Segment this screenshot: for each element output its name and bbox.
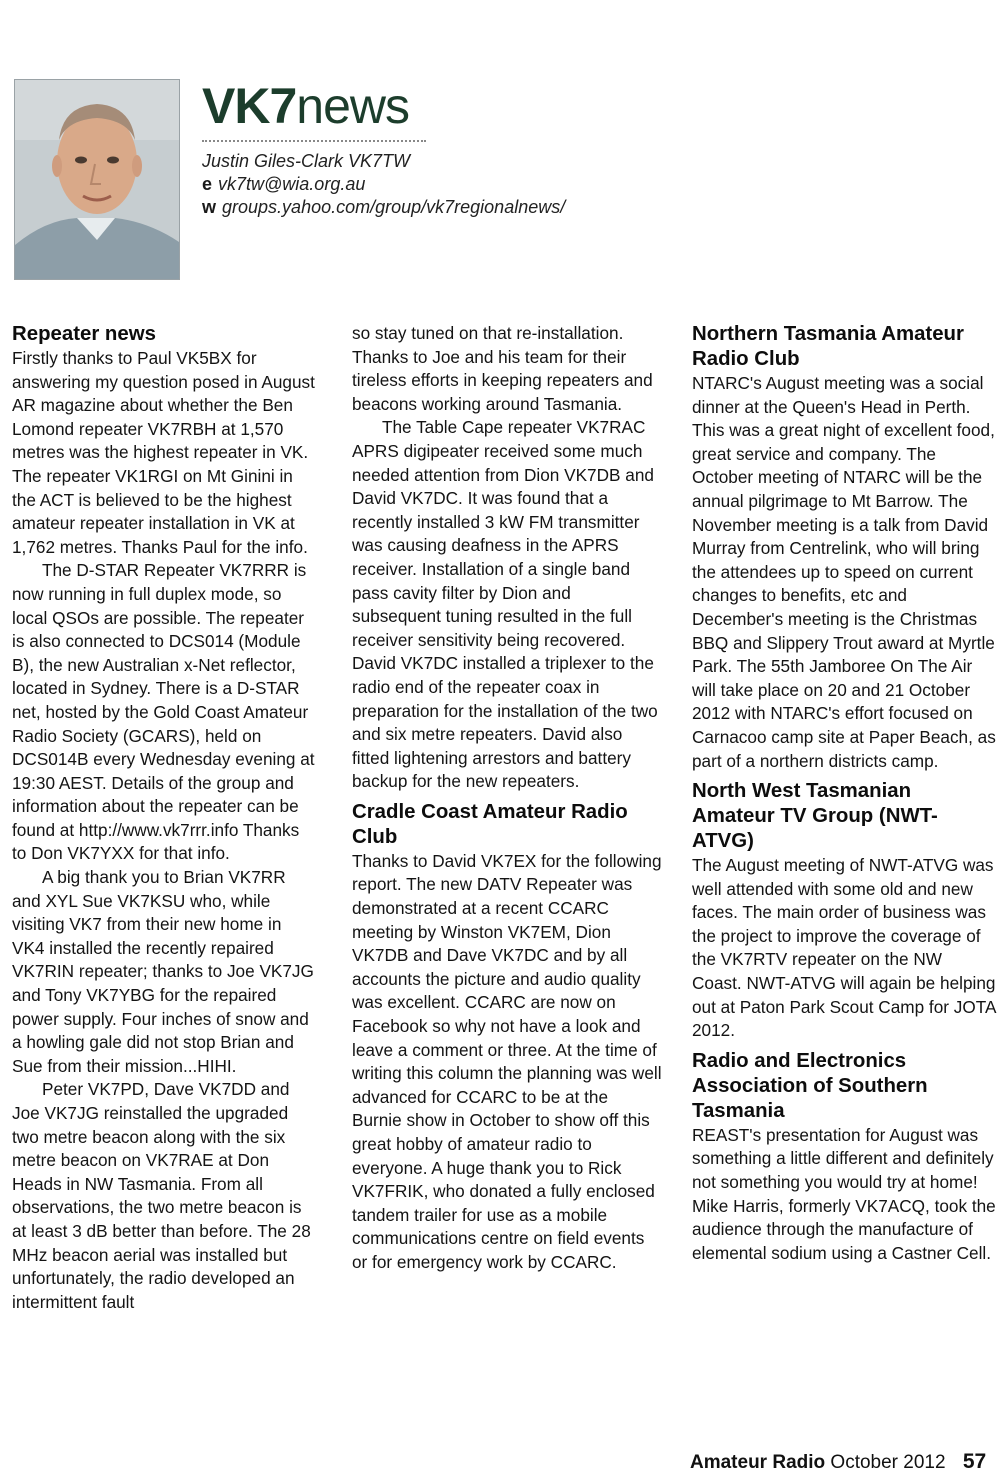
- paragraph: REAST's presentation for August was something a little different and definitely not something you would try at home! Mike Harris, formerly VK7ACQ, took the audience through the manufacture of elemental sodium using a Castner Cell.: [692, 1124, 996, 1263]
- paragraph: The D-STAR Repeater VK7RRR is now running in full duplex mode, so local QSOs are possible. The repeater is also connected to DCS014 (Module B), the new Australian x-Net reflector, located in Sydney. There is a D-STAR net, hosted by the Gold Coast Amateur Radio Society (GCARS), held on DCS014B every Wednesday evening at 19:30 AEST. Details of the group and information about the repeater can be found at http://www.vk7rrr.info Thanks to Don VK7YXX for that info.: [12, 560, 315, 864]
- email-address[interactable]: vk7tw@wia.org.au: [218, 174, 366, 194]
- web-line: [202, 196, 632, 219]
- paragraph: so stay tuned on that re-installation. Thanks to Joe and his team for their tireless efforts in keeping repeaters and beacons working around Tasmania.: [352, 323, 653, 414]
- paragraph: A big thank you to Brian VK7RR and XYL Sue VK7KSU who, while visiting VK7 from their new home in VK4 installed the recently repaired VK7RIN repeater; thanks to Joe VK7JG and Tony VK7YBG for the repaired power supply. Four inches of snow and a howling gale did not stop Brian and Sue from their mission...HIHI.: [12, 867, 314, 1076]
- column-title: [202, 78, 632, 134]
- paragraph: Firstly thanks to Paul VK5BX for answering my question posed in August AR magazine about whether the Ben Lomond repeater VK7RBH at 1,570 metres was the highest repeater in VK. The repeater VK1RGI on Mt Ginini in the ACT is believed to be the highest amateur repeater installation in VK at 1,762 metres. Thanks Paul for the info.: [12, 348, 315, 557]
- column-masthead: [202, 78, 632, 219]
- paragraph: Thanks to David VK7EX for the following report. The new DATV Repeater was demonstrated at a recent CCARC meeting by Winston VK7EM, Dion VK7DB and Dave VK7DC and by all accounts the picture and audio quality was excellent. CCARC are now on Facebook so why not have a look and leave a comment or three. At the time of writing this column the planning was well advanced for CCARC to be at the Burnie show in October to show off this great hobby of amateur radio to everyone. A huge thank you to Rick VK7FRIK, who donated a fully enclosed tandem trailer for use as a mobile communications centre on field events or for emergency work by CCARC.: [352, 850, 662, 1272]
- section-heading-reast: Radio and Electronics Association of Southern Tasmania: [692, 1049, 928, 1122]
- column-title-bold: VK7: [202, 78, 297, 134]
- paragraph: The August meeting of NWT-ATVG was well attended with some old and new faces. The main order of business was the project to improve the coverage of the VK7RTV repeater on the NW Coast. NWT-ATVG will again be helping out at Paton Park Scout Camp for JOTA 2012.: [692, 855, 996, 1041]
- author-portrait-image: [15, 80, 179, 279]
- column-title-rest: news: [296, 78, 409, 134]
- page-footer: [690, 1450, 990, 1475]
- email-label: e: [202, 174, 213, 194]
- article-column-3: [692, 322, 996, 1265]
- article-column-2: [352, 322, 662, 1275]
- page-number: 57: [962, 1450, 987, 1473]
- issue-date: October 2012: [830, 1452, 946, 1473]
- author-name: Justin Giles-Clark VK7TW: [202, 151, 411, 171]
- publication-name: Amateur Radio: [690, 1452, 826, 1473]
- author-photo: [14, 79, 180, 280]
- section-heading-repeater-news: Repeater news: [12, 323, 156, 345]
- section-heading-ntarc: Northern Tasmania Amateur Radio Club: [692, 323, 964, 370]
- web-label: w: [202, 197, 217, 217]
- section-heading-nwt-atvg: North West Tasmanian Amateur TV Group (NWT-ATVG): [692, 780, 938, 853]
- section-heading-cradle-coast: Cradle Coast Amateur Radio Club: [352, 800, 628, 848]
- byline: [202, 150, 632, 219]
- paragraph: NTARC's August meeting was a social dinner at the Queen's Head in Perth. This was a great night of excellent food, great service and company. The October meeting of NTARC will be the annual pilgrimage to Mt Barrow. The November meeting is a talk from David Murray from Centrelink, who will bring the attendees up to speed on current changes to benefits, etc and December's meeting is the Christmas BBQ and Slippery Trout award at Myrtle Park. The 55th Jamboree On The Air will take place on 20 and 21 October 2012 with NTARC's effort focused on Carnacoo camp site at Paper Beach, as part of a northern districts camp.: [692, 373, 996, 771]
- article-column-1: [12, 322, 318, 1314]
- title-rule: [202, 140, 426, 142]
- paragraph: The Table Cape repeater VK7RAC APRS digipeater received some much needed attention from Dion VK7DB and David VK7DC. It was found that a recently installed 3 kW FM transmitter was causing deafness in the APRS receiver. Installation of a single band pass cavity filter by Dion and subsequent tuning resulted in the full receiver sensitivity being recovered. David VK7DC installed a triplexer to the radio end of the repeater coax in preparation for the installation of the two and six metre repeaters. David also fitted lightening arrestors and battery backup for the new repeaters.: [352, 417, 658, 792]
- web-address[interactable]: groups.yahoo.com/group/vk7regionalnews/: [222, 197, 566, 217]
- paragraph: Peter VK7PD, Dave VK7DD and Joe VK7JG reinstalled the upgraded two metre beacon along with the six metre beacon on VK7RAE at Don Heads in NW Tasmania. From all observations, the two metre beacon is at least 3 dB better than before. The 28 MHz beacon aerial was installed but unfortunately, the radio developed an intermittent fault: [12, 1079, 311, 1312]
- email-line: [202, 173, 632, 196]
